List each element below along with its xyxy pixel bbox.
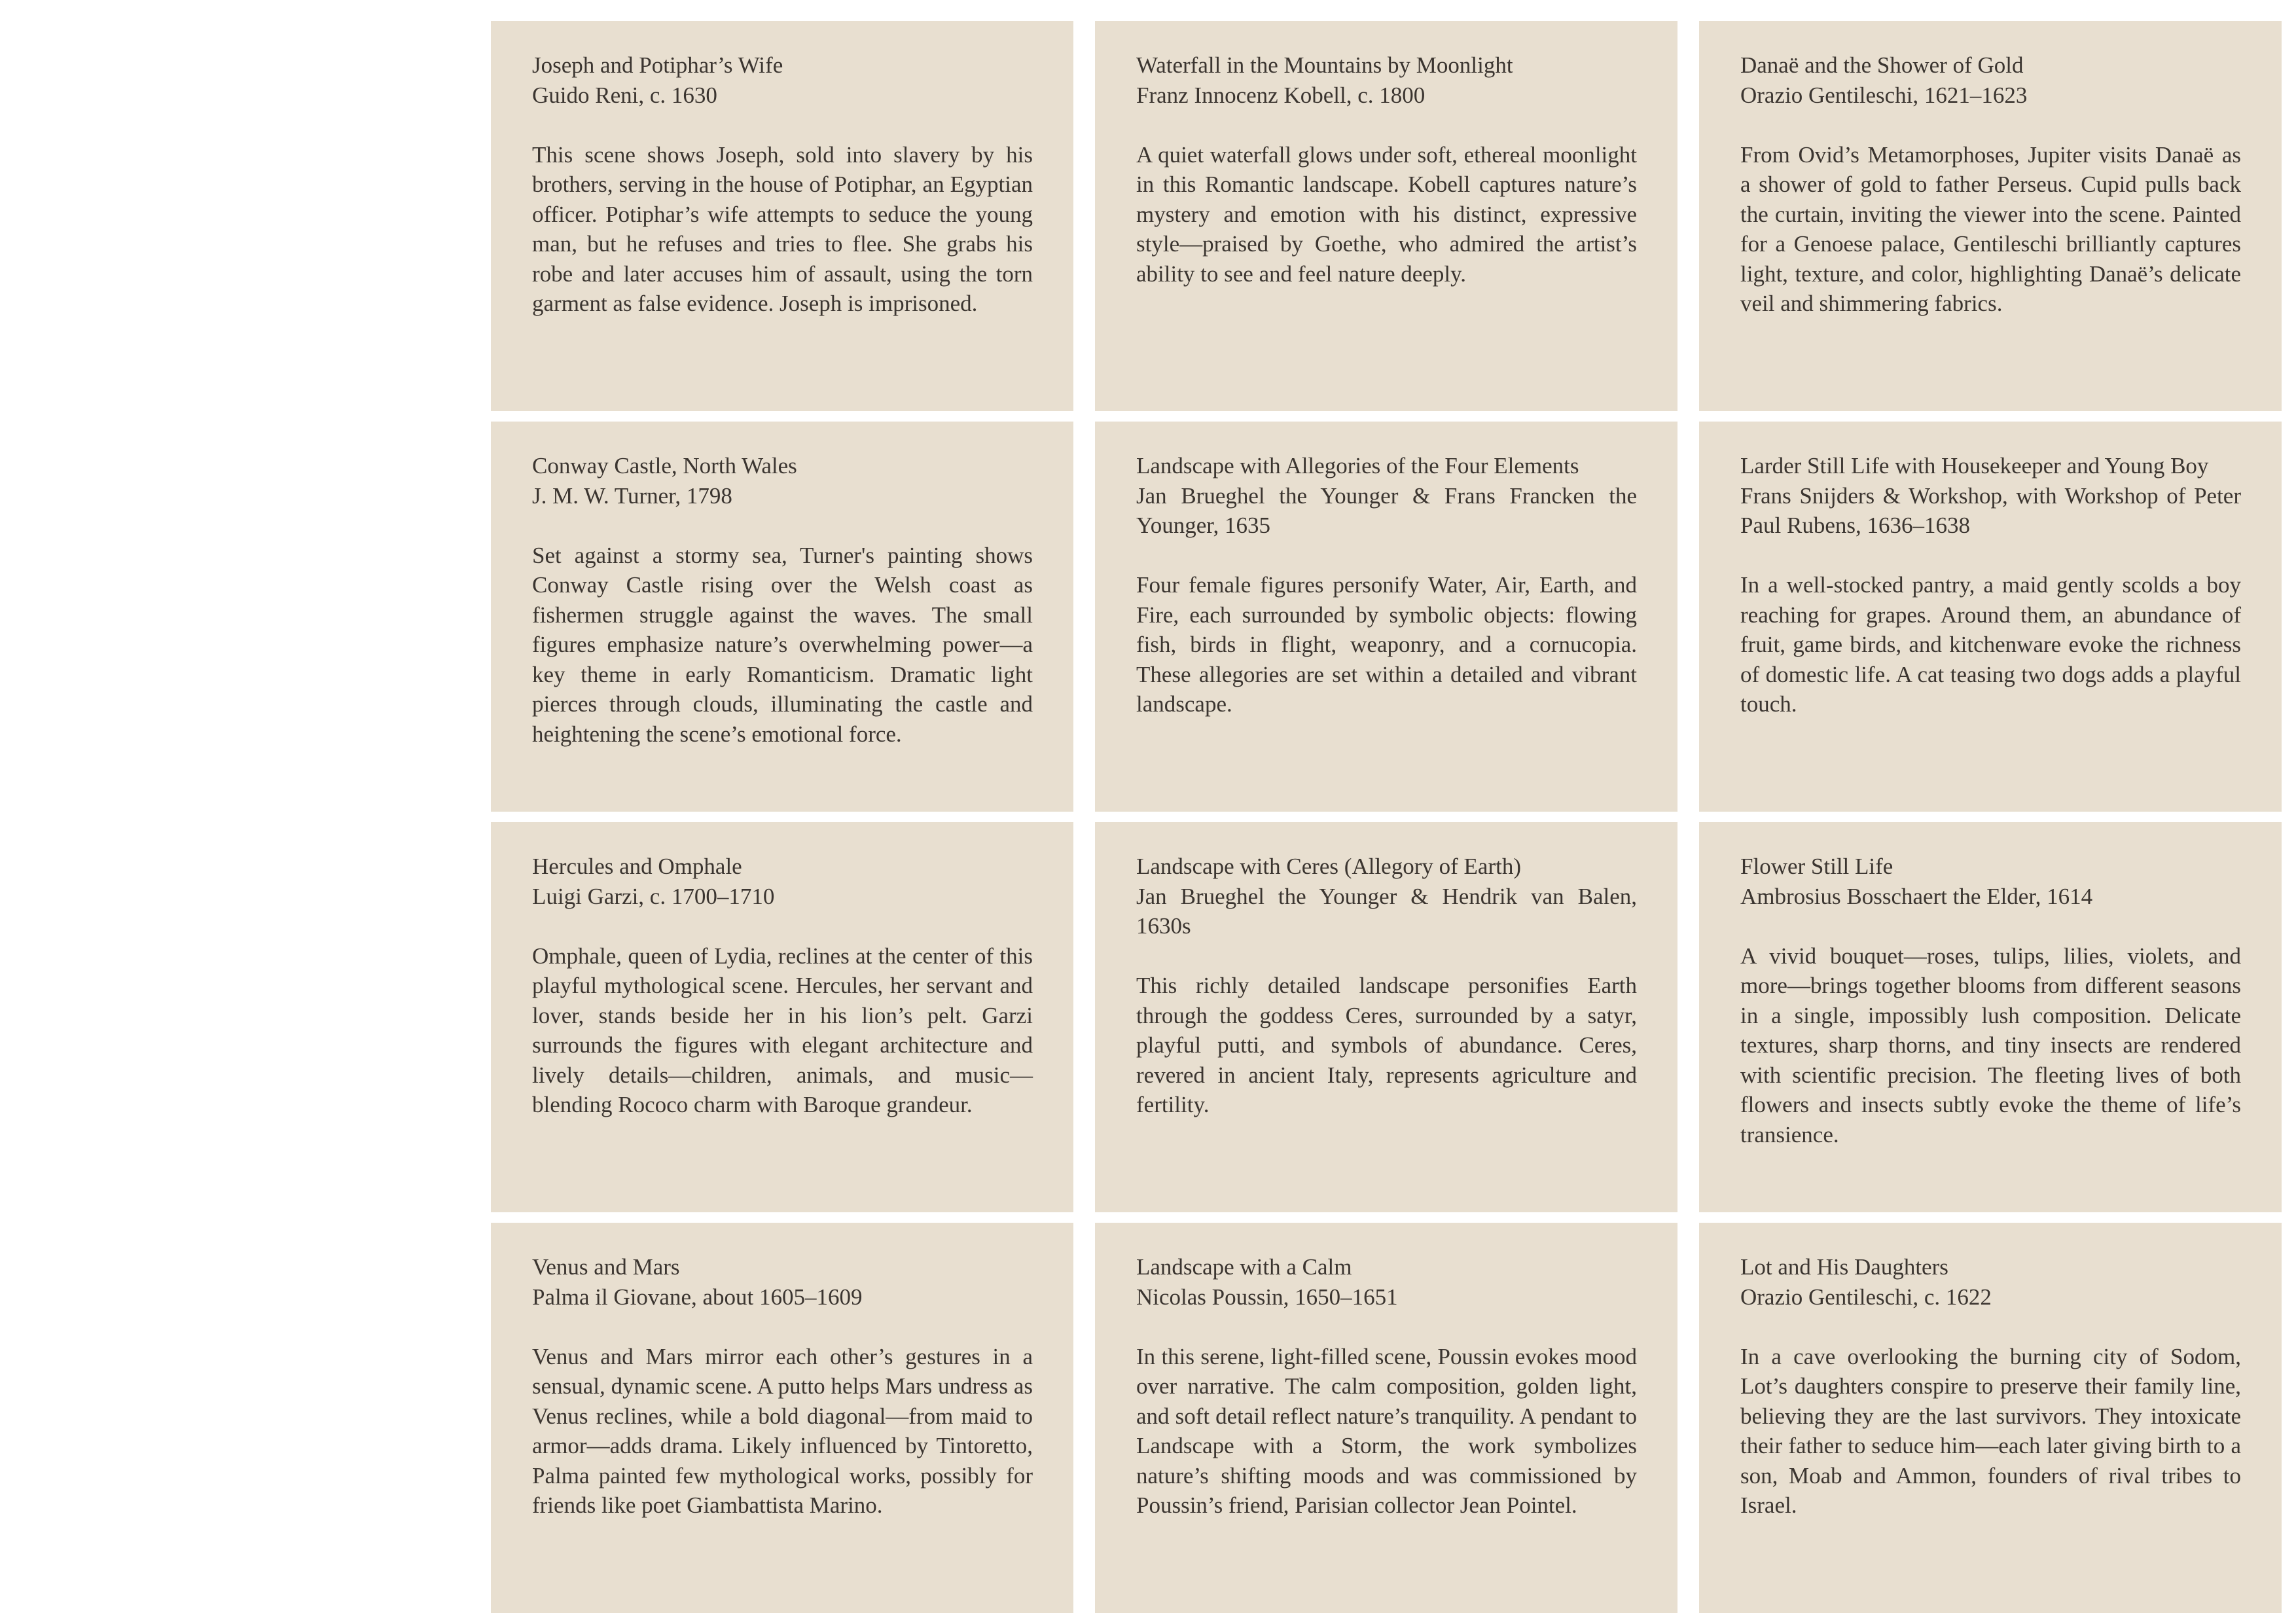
artwork-card	[491, 21, 1073, 411]
artwork-description: A vivid bouquet—roses, tulips, lilies, violets, and more—brings together blooms from different seasons in a single, impossibly lush composition. Delicate textures, sharp thorns, and tiny insects are rendered with scientific precision. The fleeting lives of both flowers and insects subtly evoke the theme of life’s transience.	[1740, 943, 2241, 1147]
artwork-card	[491, 422, 1073, 812]
artwork-artist-date: Guido Reni, c. 1630	[532, 82, 717, 108]
artwork-title: Landscape with Allegories of the Four Elements	[1136, 453, 1579, 478]
artwork-description: Four female figures personify Water, Air, Earth, and Fire, each surrounded by symbolic objects: flowing fish, birds in flight, weaponry, and a cornucopia. These allegories are set within a detailed and vibrant landscape.	[1136, 572, 1637, 717]
artwork-artist-date: Ambrosius Bosschaert the Elder, 1614	[1740, 883, 2093, 909]
artwork-description: This richly detailed landscape personifies Earth through the goddess Ceres, surrounded by a satyr, playful putti, and symbols of abundance. Ceres, revered in ancient Italy, represents agriculture and fertility.	[1136, 973, 1637, 1117]
artwork-card	[491, 822, 1073, 1212]
artwork-card	[1699, 21, 2282, 411]
artwork-title: Venus and Mars	[532, 1254, 680, 1280]
artwork-title: Lot and His Daughters	[1740, 1254, 1948, 1280]
artwork-description: Venus and Mars mirror each other’s gestures in a sensual, dynamic scene. A putto helps Mars undress as Venus reclines, while a bold diagonal—from maid to armor—adds drama. Likely influenced by Tintoretto, Palma painted few mythological works, possibly for friends like poet Giambattista Marino.	[532, 1343, 1033, 1518]
artwork-description: From Ovid’s Metamorphoses, Jupiter visits Danaë as a shower of gold to father Perseus. Cupid pulls back the curtain, inviting the viewer into the scene. Painted for a Genoese palace, Gentileschi brilliantly captures light, texture, and color, highlighting Danaë’s delicate veil and shimmering fabrics.	[1740, 141, 2241, 316]
artwork-description: Omphale, queen of Lydia, reclines at the center of this playful mythological scene. Hercules, her servant and lover, stands beside her in his lion’s pelt. Garzi surrounds the figures with elegant architecture and lively details—children, animals, and music—blending Rococo charm with Baroque grandeur.	[532, 943, 1033, 1117]
artwork-artist-date: Orazio Gentileschi, 1621–1623	[1740, 82, 2028, 108]
artwork-artist-date: J. M. W. Turner, 1798	[532, 482, 732, 509]
artwork-title: Danaë and the Shower of Gold	[1740, 52, 2024, 78]
artwork-card	[1095, 21, 1677, 411]
artwork-artist-date: Jan Brueghel the Younger & Hendrik van Balen, 1630s	[1136, 883, 1637, 939]
artwork-title: Landscape with Ceres (Allegory of Earth)	[1136, 854, 1521, 879]
artwork-title: Conway Castle, North Wales	[532, 453, 797, 478]
artwork-artist-date: Frans Snijders & Workshop, with Workshop of Peter Paul Rubens, 1636–1638	[1740, 482, 2241, 538]
artwork-description: In this serene, light-filled scene, Poussin evokes mood over narrative. The calm composition, golden light, and soft detail reflect nature’s tranquility. A pendant to Landscape with a Storm, the work symbolizes nature’s shifting moods and was commissioned by Poussin’s friend, Parisian collector Jean Pointel.	[1136, 1343, 1637, 1518]
artwork-title: Larder Still Life with Housekeeper and Young Boy	[1740, 453, 2209, 478]
artwork-card	[1699, 822, 2282, 1212]
artwork-artist-date: Luigi Garzi, c. 1700–1710	[532, 883, 775, 909]
artwork-title: Flower Still Life	[1740, 854, 1893, 879]
artwork-description: A quiet waterfall glows under soft, ethereal moonlight in this Romantic landscape. Kobell captures nature’s mystery and emotion with his distinct, expressive style—praised by Goethe, who admired the artist’s ability to see and feel nature deeply.	[1136, 141, 1637, 287]
artwork-description: In a cave overlooking the burning city of Sodom, Lot’s daughters conspire to preserve their family line, believing they are the last survivors. They intoxicate their father to seduce him—each later giving birth to a son, Moab and Ammon, founders of rival tribes to Israel.	[1740, 1343, 2241, 1518]
artwork-artist-date: Palma il Giovane, about 1605–1609	[532, 1284, 863, 1310]
artwork-title: Joseph and Potiphar’s Wife	[532, 52, 783, 78]
artwork-title: Hercules and Omphale	[532, 854, 742, 879]
artwork-label-grid	[491, 21, 2282, 1605]
artwork-description: In a well-stocked pantry, a maid gently scolds a boy reaching for grapes. Around them, an abundance of fruit, game birds, and kitchenware evoke the richness of domestic life. A cat teasing two dogs adds a playful touch.	[1740, 572, 2241, 717]
artwork-card	[1699, 422, 2282, 812]
artwork-card	[1095, 422, 1677, 812]
artwork-title: Waterfall in the Mountains by Moonlight	[1136, 52, 1513, 78]
artwork-title: Landscape with a Calm	[1136, 1254, 1352, 1280]
artwork-artist-date: Orazio Gentileschi, c. 1622	[1740, 1284, 1992, 1310]
artwork-card	[1095, 822, 1677, 1212]
artwork-card	[1095, 1223, 1677, 1613]
artwork-artist-date: Franz Innocenz Kobell, c. 1800	[1136, 82, 1426, 108]
artwork-card	[491, 1223, 1073, 1613]
artwork-artist-date: Nicolas Poussin, 1650–1651	[1136, 1284, 1398, 1310]
artwork-description: Set against a stormy sea, Turner's painting shows Conway Castle rising over the Welsh coast as fishermen struggle against the waves. The small figures emphasize nature’s overwhelming power—a key theme in early Romanticism. Dramatic light pierces through clouds, illuminating the castle and heightening the scene’s emotional force.	[532, 542, 1033, 747]
artwork-description: This scene shows Joseph, sold into slavery by his brothers, serving in the house of Potiphar, an Egyptian officer. Potiphar’s wife attempts to seduce the young man, but he refuses and tries to flee. She grabs his robe and later accuses him of assault, using the torn garment as false evidence. Joseph is imprisoned.	[532, 141, 1033, 316]
artwork-card	[1699, 1223, 2282, 1613]
artwork-artist-date: Jan Brueghel the Younger & Frans Francken the Younger, 1635	[1136, 482, 1637, 538]
